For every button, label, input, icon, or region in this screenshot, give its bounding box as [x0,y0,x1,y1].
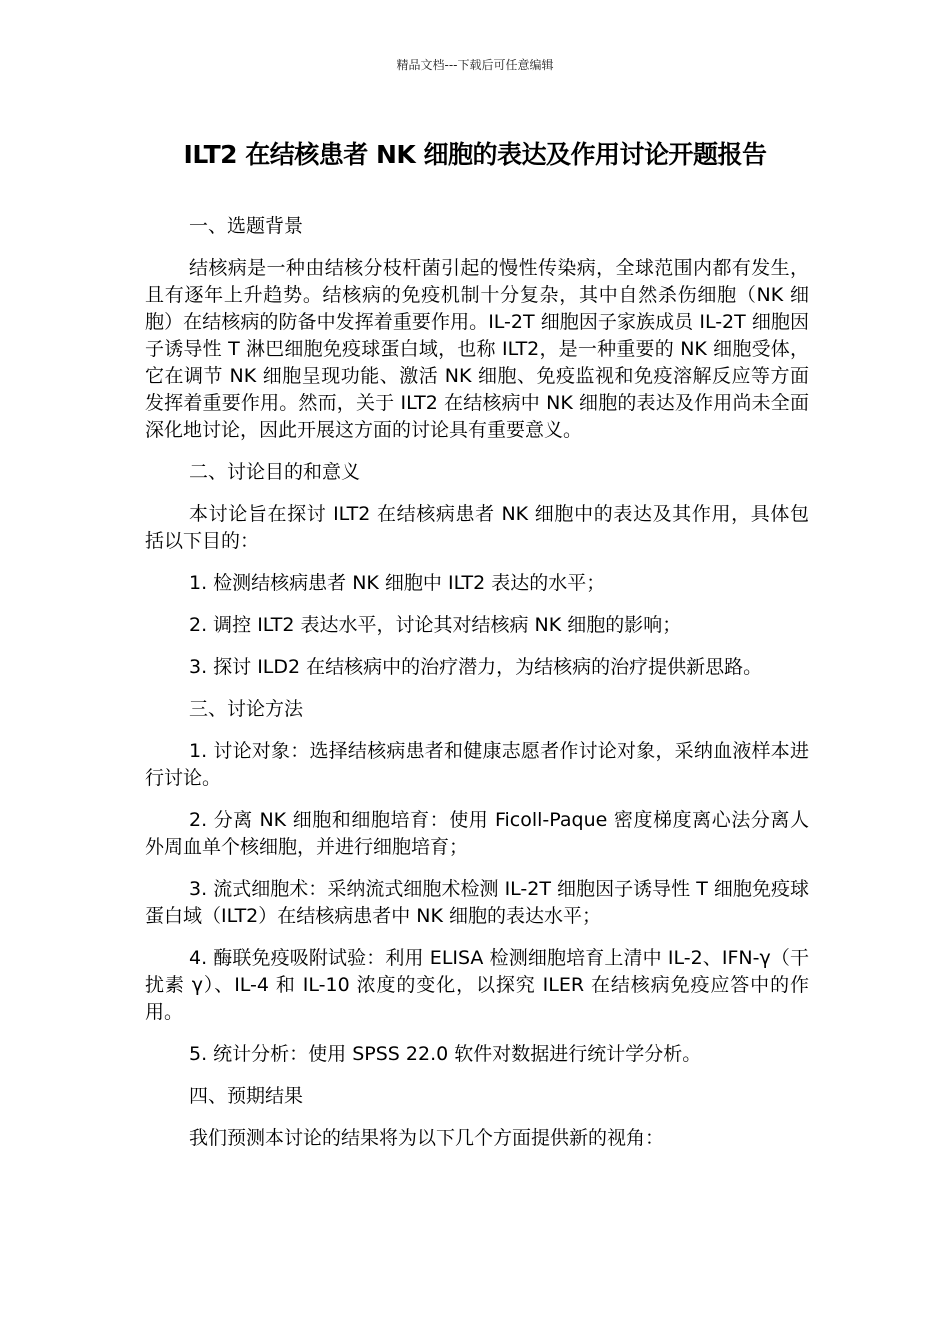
list-item-method-2: 2. 分离 NK 细胞和细胞培育：使用 Ficoll-Paque 密度梯度离心法分离人外周血单个核细胞，并进行细胞培育； [145,809,809,858]
section-heading-methods: 三、讨论方法 [189,698,304,720]
paragraph-expected-results: 我们预测本讨论的结果将为以下几个方面提供新的视角： [189,1127,665,1149]
list-item-purpose-2: 2. 调控 ILT2 表达水平，讨论其对结核病 NK 细胞的影响； [189,614,682,636]
section-heading-background: 一、选题背景 [189,215,304,237]
paragraph-purpose-intro: 本讨论旨在探讨 ILT2 在结核病患者 NK 细胞中的表达及其作用，具体包括以下目的： [145,503,809,552]
list-item-method-3: 3. 流式细胞术：采纳流式细胞术检测 IL-2T 细胞因子诱导性 T 细胞免疫球蛋白域（ILT2）在结核病患者中 NK 细胞的表达水平； [145,878,809,927]
document-title: ILT2 在结核患者 NK 细胞的表达及作用讨论开题报告 [183,140,767,169]
document-body [145,213,809,1167]
header-note: 精品文档---下载后可任意编辑 [396,58,554,72]
list-item-method-5: 5. 统计分析：使用 SPSS 22.0 软件对数据进行统计学分析。 [189,1043,702,1065]
list-item-method-1: 1. 讨论对象：选择结核病患者和健康志愿者作讨论对象，采纳血液样本进行讨论。 [145,740,809,789]
paragraph-background: 结核病是一种由结核分枝杆菌引起的慢性传染病，全球范围内都有发生，且有逐年上升趋势。结核病的免疫机制十分复杂，其中自然杀伤细胞（NK 细胞）在结核病的防备中发挥着重要作用。IL-2T 细胞因子家族成员 IL-2T 细胞因子诱导性 T 淋巴细胞免疫球蛋白域，也称 ILT2，是一种重要的 NK 细胞受体，它在调节 NK 细胞呈现功能、激活 NK 细胞、免疫监视和免疫溶解反应等方面发挥着重要作用。然而，关于 ILT2 在结核病中 NK 细胞的表达及作用尚未全面深化地讨论，因此开展这方面的讨论具有重要意义。 [145,257,809,441]
list-item-method-4: 4. 酶联免疫吸附试验：利用 ELISA 检测细胞培育上清中 IL-2、IFN-γ（干扰素 γ）、IL-4 和 IL-10 浓度的变化，以探究 ILER 在结核病免疫应答中的作用。 [145,947,809,1023]
list-item-purpose-3: 3. 探讨 ILD2 在结核病中的治疗潜力，为结核病的治疗提供新思路。 [189,656,763,678]
list-item-purpose-1: 1. 检测结核病患者 NK 细胞中 ILT2 表达的水平； [189,572,606,594]
section-heading-expected-results: 四、预期结果 [189,1085,304,1107]
section-heading-purpose: 二、讨论目的和意义 [189,461,361,483]
